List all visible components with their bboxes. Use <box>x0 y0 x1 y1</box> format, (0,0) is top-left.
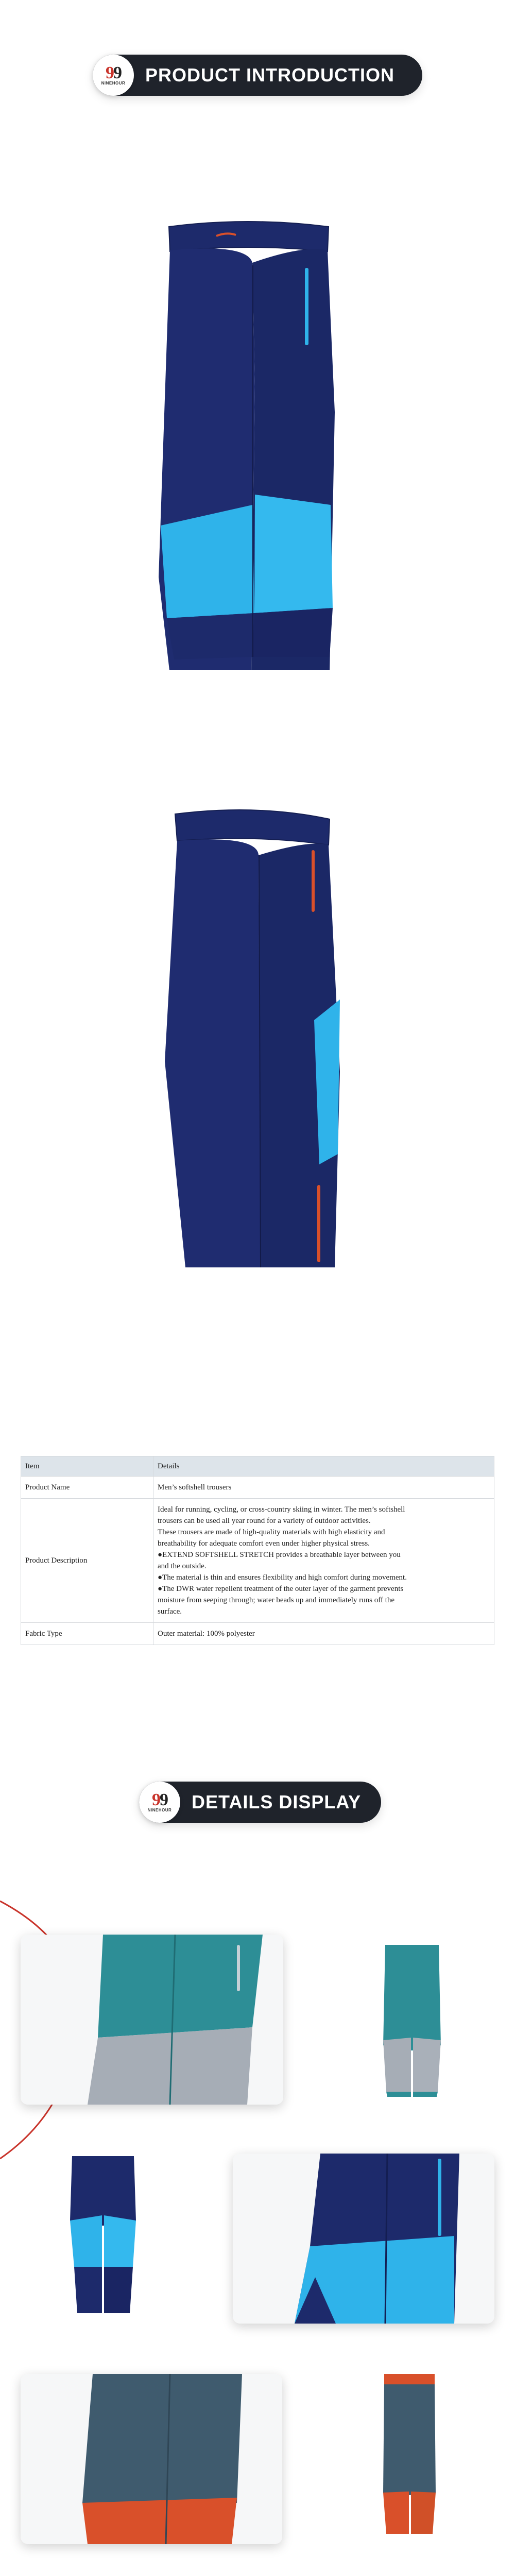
detail-line: moisture from seeping through; water beads up and immediately runs off the <box>158 1596 395 1604</box>
detail-photo-teal-closeup <box>21 1935 283 2105</box>
logo-brand: NINEHOUR <box>101 80 126 86</box>
brand-logo <box>139 1782 180 1823</box>
row-details <box>153 1623 494 1645</box>
logo-number: 99 <box>152 1790 167 1809</box>
teal-closeup-graphic <box>21 1935 283 2105</box>
product-introduction-banner <box>93 55 422 96</box>
trousers-navy-image <box>67 2154 139 2313</box>
detail-line: breathability for adequate comfort even under higher physical stress. <box>158 1539 370 1548</box>
slate-closeup-graphic <box>21 2374 282 2544</box>
logo-brand: NINEHOUR <box>147 1807 172 1812</box>
detail-line: These trousers are made of high-quality materials with high elasticity and <box>158 1528 385 1536</box>
detail-line: Ideal for running, cycling, or cross-country skiing in winter. The men’s softshell <box>158 1505 405 1514</box>
detail-photo-navy-closeup <box>233 2154 494 2324</box>
table-row <box>21 1623 494 1645</box>
row-item: Product Name <box>21 1477 153 1499</box>
header-details: Details <box>153 1456 494 1477</box>
section-title: DETAILS DISPLAY <box>192 1791 362 1812</box>
table-header-row <box>21 1456 494 1477</box>
row-details <box>153 1499 494 1623</box>
trousers-teal-image <box>381 1942 443 2097</box>
logo-number: 99 <box>106 63 121 82</box>
detail-line: surface. <box>158 1607 182 1616</box>
row-details <box>153 1477 494 1499</box>
detail-photo-slate-closeup <box>21 2374 282 2544</box>
detail-line: Men’s softshell trousers <box>158 1483 232 1492</box>
detail-line: ●The DWR water repellent treatment of the outer layer of the garment prevents <box>158 1585 404 1593</box>
header-item: Item <box>21 1456 153 1477</box>
table-row <box>21 1499 494 1623</box>
detail-line: trousers can be used all year round for a variety of outdoor activities. <box>158 1517 371 1525</box>
detail-line: and the outside. <box>158 1562 207 1570</box>
trousers-front-image <box>149 216 345 670</box>
section-title: PRODUCT INTRODUCTION <box>145 64 394 86</box>
detail-line: ●The material is thin and ensures flexibility and high comfort during movement. <box>158 1573 407 1582</box>
details-display-banner <box>139 1782 381 1823</box>
detail-line: ●EXTEND SOFTSHELL STRETCH provides a breathable layer between you <box>158 1551 401 1559</box>
navy-closeup-graphic <box>233 2154 494 2324</box>
table-row <box>21 1477 494 1499</box>
row-item: Product Description <box>21 1499 153 1623</box>
detail-line: Outer material: 100% polyester <box>158 1630 255 1638</box>
row-item: Fabric Type <box>21 1623 153 1645</box>
brand-logo <box>93 55 134 96</box>
product-spec-table <box>21 1456 494 1645</box>
trousers-slate-image <box>381 2374 438 2534</box>
trousers-back-image <box>165 804 350 1278</box>
